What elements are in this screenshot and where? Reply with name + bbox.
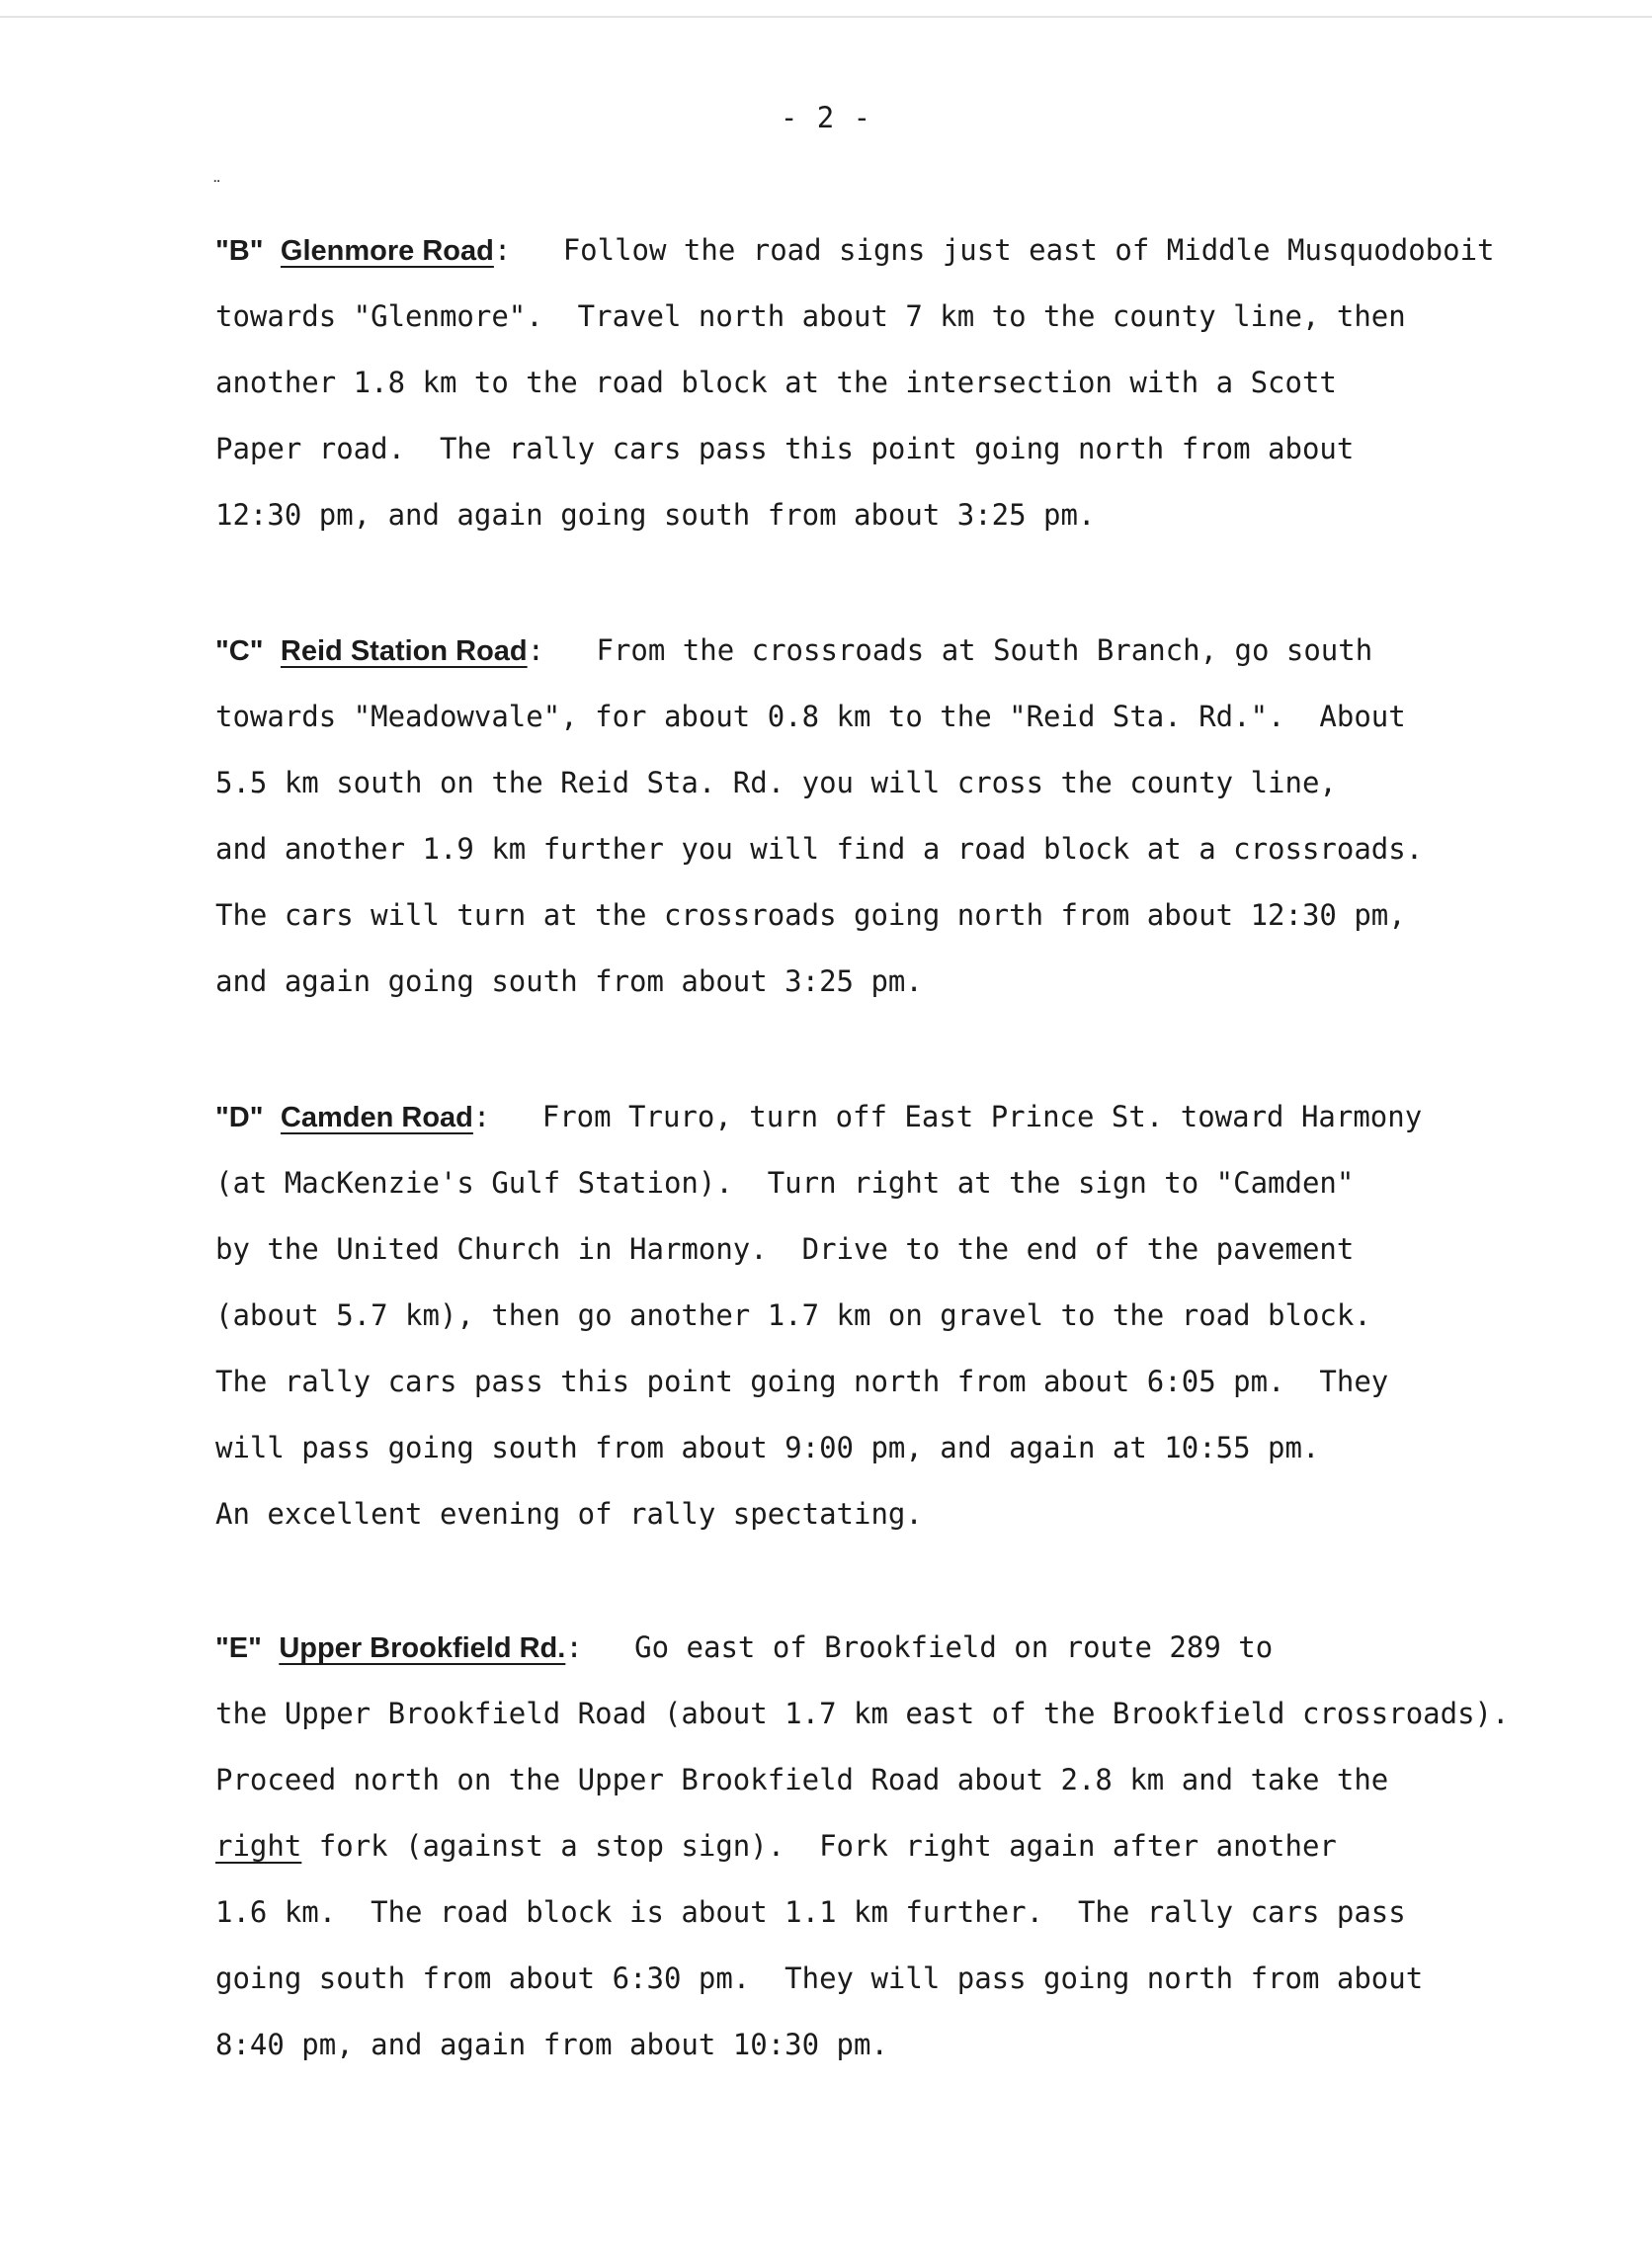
- underlined-word: right: [215, 1829, 302, 1863]
- paragraph-line: (at MacKenzie's Gulf Station). Turn right at the sign to "Camden": [215, 1166, 1355, 1200]
- section-b-glenmore-road: [215, 217, 1500, 548]
- paragraph-line: going south from about 6:30 pm. They will pass going north from about: [215, 1961, 1424, 1995]
- section-label: "C": [215, 635, 264, 667]
- stray-mark: ¨: [211, 178, 222, 199]
- paragraph-line: Paper road. The rally cars pass this point going north from about: [215, 432, 1355, 465]
- paragraph-line: towards "Glenmore". Travel north about 7 km to the county line, then: [215, 299, 1406, 333]
- paragraph-line: Proceed north on the Upper Brookfield Road about 2.8 km and take the: [215, 1763, 1389, 1796]
- paragraph-line: [215, 1813, 1500, 1879]
- paragraph-line: 1.6 km. The road block is about 1.1 km further. The rally cars pass: [215, 1895, 1406, 1929]
- paragraph-line: another 1.8 km to the road block at the intersection with a Scott: [215, 366, 1337, 399]
- section-label: "D": [215, 1102, 264, 1133]
- paragraph-line: (about 5.7 km), then go another 1.7 km on gravel to the road block.: [215, 1298, 1371, 1332]
- page-number: - 2 -: [780, 101, 872, 134]
- section-e-upper-brookfield-rd: [215, 1615, 1510, 2078]
- section-first-line: [215, 217, 1500, 284]
- heading-colon: :: [493, 233, 512, 267]
- paragraph-line: will pass going south from about 9:00 pm, and again at 10:55 pm.: [215, 1431, 1320, 1464]
- paragraph-text: From Truro, turn off East Prince St. toward Harmony: [490, 1100, 1423, 1133]
- paragraph-line: The cars will turn at the crossroads going north from about 12:30 pm,: [215, 898, 1406, 932]
- paragraph-text: Go east of Brookfield on route 289 to: [582, 1630, 1274, 1664]
- page-top-edge: [0, 16, 1652, 18]
- heading-colon: :: [527, 633, 545, 667]
- section-c-reid-station-road: [215, 618, 1500, 1015]
- paragraph-line: and another 1.9 km further you will find a road block at a crossroads.: [215, 832, 1424, 866]
- paragraph-line: An excellent evening of rally spectating.: [215, 1497, 923, 1531]
- section-d-camden-road: [215, 1084, 1500, 1547]
- paragraph-text: From the crossroads at South Branch, go south: [544, 633, 1373, 667]
- section-first-line: [215, 1084, 1500, 1150]
- paragraph-text: Follow the road signs just east of Middle Musquodoboit: [511, 233, 1495, 267]
- section-first-line: [215, 1615, 1500, 1681]
- paragraph-text: fork (against a stop sign). Fork right again after another: [301, 1829, 1337, 1863]
- section-heading: Upper Brookfield Rd.: [279, 1632, 566, 1664]
- section-heading: Glenmore Road: [280, 235, 494, 267]
- paragraph-line: the Upper Brookfield Road (about 1.7 km east of the Brookfield crossroads).: [215, 1697, 1510, 1730]
- paragraph-line: 5.5 km south on the Reid Sta. Rd. you will cross the county line,: [215, 766, 1337, 799]
- section-first-line: [215, 618, 1500, 684]
- section-label: "B": [215, 235, 264, 267]
- paragraph-line: 8:40 pm, and again from about 10:30 pm.: [215, 2028, 888, 2061]
- paragraph-line: The rally cars pass this point going north from about 6:05 pm. They: [215, 1365, 1389, 1398]
- paragraph-line: by the United Church in Harmony. Drive to the end of the pavement: [215, 1232, 1355, 1266]
- paragraph-line: 12:30 pm, and again going south from about 3:25 pm.: [215, 498, 1096, 532]
- section-heading: Reid Station Road: [280, 635, 528, 667]
- heading-colon: :: [565, 1630, 583, 1664]
- section-heading: Camden Road: [280, 1102, 473, 1133]
- section-label: "E": [215, 1632, 262, 1664]
- heading-colon: :: [472, 1100, 491, 1133]
- paragraph-line: towards "Meadowvale", for about 0.8 km to the "Reid Sta. Rd.". About: [215, 700, 1406, 733]
- paragraph-line: and again going south from about 3:25 pm.: [215, 964, 923, 998]
